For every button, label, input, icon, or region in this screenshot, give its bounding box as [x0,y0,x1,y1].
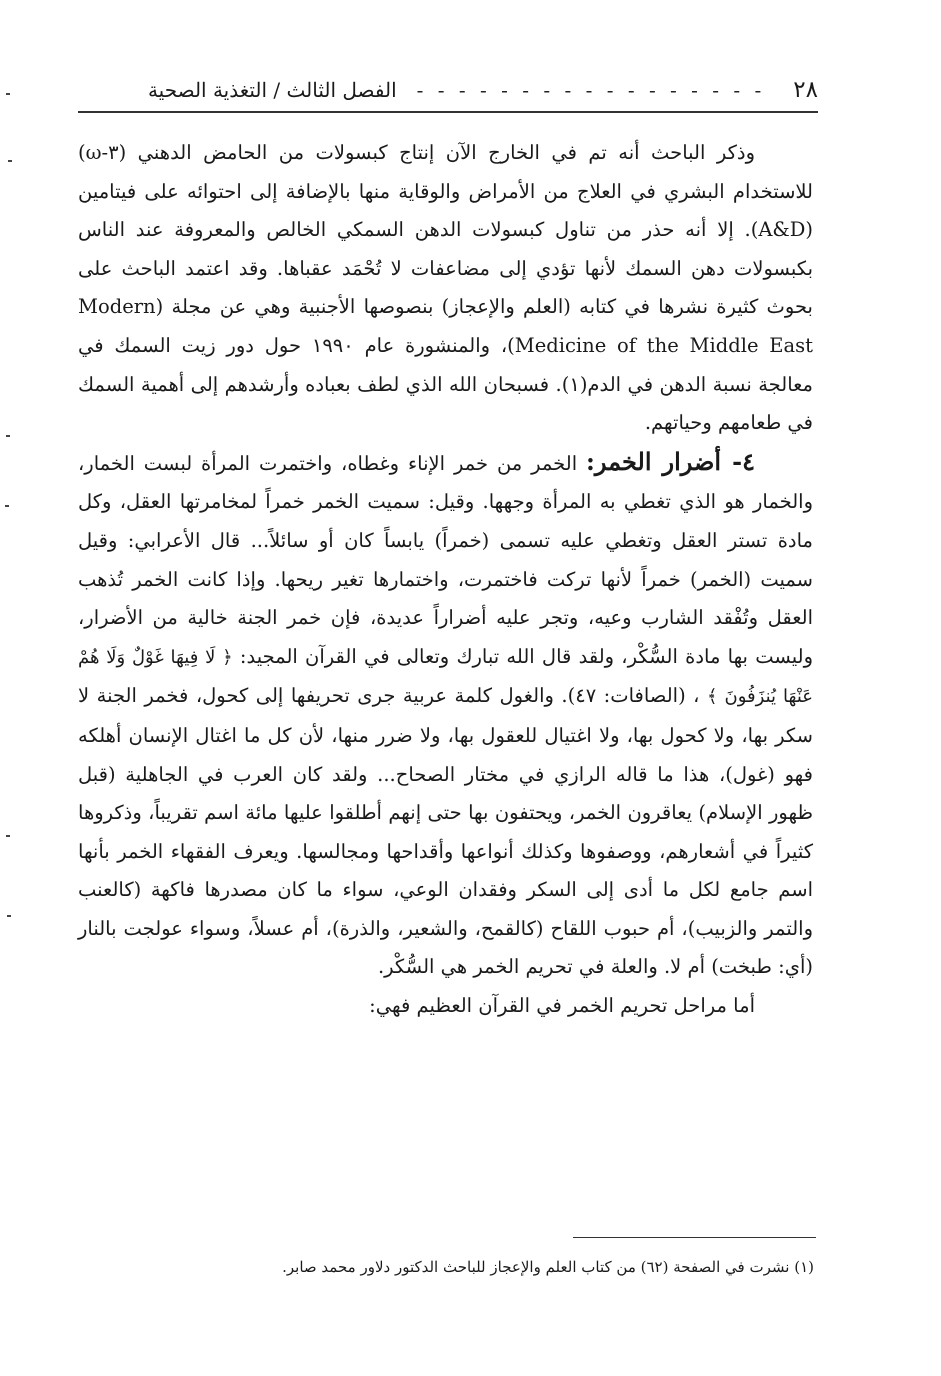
scan-speck [6,435,10,437]
paragraph-text: الخمر من خمر الإناء وغطاه، واختمرت المرأة لبست الخمار، والخمار هو الذي تغطي به المرأة وجهها. وقيل: سميت الخمر خمراً لمخامرتها العقل، وكل مادة تستر العقل وتغطي عليه تسمى (خمراً) يابساً كان أو سائلاً... قال الأعرابي: وقيل سميت (الخمر) خمراً لأنها تركت فاختمرت، واختمارها تغير ريحها. وإذا كانت الخمر تُذهب العقل وتُفْقد الشارب وعيه، وتجر عليه أضراراً عديدة، فإن خمر الجنة خالية من الأضرار، وليست بها مادة السُّكْر، ولقد قال الله تبارك وتعالى في القرآن المجيد: [78,451,814,668]
running-header [78,70,818,110]
paragraph-text-continued: ، (الصافات: ٤٧). والغول كلمة عربية جرى تحريفها إلى كحول، فخمر الجنة لا سكر بها، ولا كحول بها، ولا اغتيال للعقول بها، ولا ضرر منها، لأن كل ما اغتال الإنسان أهلكه فهو (غول)، هذا ما قاله الرازي في مختار الصحاح... ولقد كان العرب في الجاهلية (قبل ظهور الإسلام) يعاقرون الخمر، ويحتفون بها حتى إنهم أطلقوا عليها مائة اسم تقريباً، وذكروها كثيراً في أشعارهم، ووصفوها وكذلك أنواعها وأقداحها ومجالسها. ويعرف الفقهاء الخمر بأنها اسم جامع لكل ما أدى إلى السكر وفقدان الوعي، سواء ما كان مصدرها فاكهة (كالعنب والتمر والزبيب)، أم حبوب اللقاح (كالقمح، والشعير، والذرة)، أم عسلاً، وسواء عولجت بالنار (أي: طبخت) أم لا. والعلة في تحريم الخمر هي السُّكْر. [78,684,813,979]
footnote-rule [573,1237,816,1238]
page-number: ٢٨ [793,77,818,103]
scan-speck [7,915,11,917]
paragraph-prohibition-stages: أما مراحل تحريم الخمر في القرآن العظيم فهي: [369,994,755,1018]
scan-speck [6,93,10,95]
scan-speck [6,835,10,837]
footnote: (١) نشرت في الصفحة (٦٢) من كتاب العلم والإعجاز للباحث الدكتور دلاور محمد صابر. [282,1258,814,1276]
scan-speck [5,505,9,507]
quran-verse: ﴿ لَا فِيهَا غَوْلٌ وَلَا هُمْ عَنْهَا يُنزَفُونَ ﴾ [78,646,813,708]
section-heading: ٤- أضرار الخمر: [586,446,756,476]
header-dash-leader: - - - - - - - - - - - - - - - - - [416,78,766,102]
paragraph-fish-oil: وذكر الباحث أنه تم في الخارج الآن إنتاج كبسولات من الحامض الدهني (٣-ω) للاستخدام البشري في العلاج من الأمراض والوقاية منها بالإضافة إلى احتوائه على فيتامين (A&D). إلا أنه حذر من تناول كبسولات الدهن السمكي الخالص والمعروفة عند الناس بكبسولات دهن السمك لأنها تؤدي إلى مضاعفات لا تُحْمَد عقباها. وقد اعتمد الباحث على بحوث كثيرة نشرها في كتابه (العلم والإعجاز) بنصوصها الأجنبية وهي عن مجلة (Modern Medicine of the Middle East)، والمنشورة عام ١٩٩٠ حول دور زيت السمك في معالجة نسبة الدهن في الدم(١). فسبحان الله الذي لطف بعباده وأرشدهم إلى أهمية السمك في طعامهم وحياتهم. [78,141,814,435]
main-text [78,134,813,1026]
header-rule [78,111,818,113]
paragraph-alcohol-harms [78,443,813,987]
scan-speck [8,160,12,162]
chapter-title: الفصل الثالث / التغذية الصحية [147,78,397,102]
